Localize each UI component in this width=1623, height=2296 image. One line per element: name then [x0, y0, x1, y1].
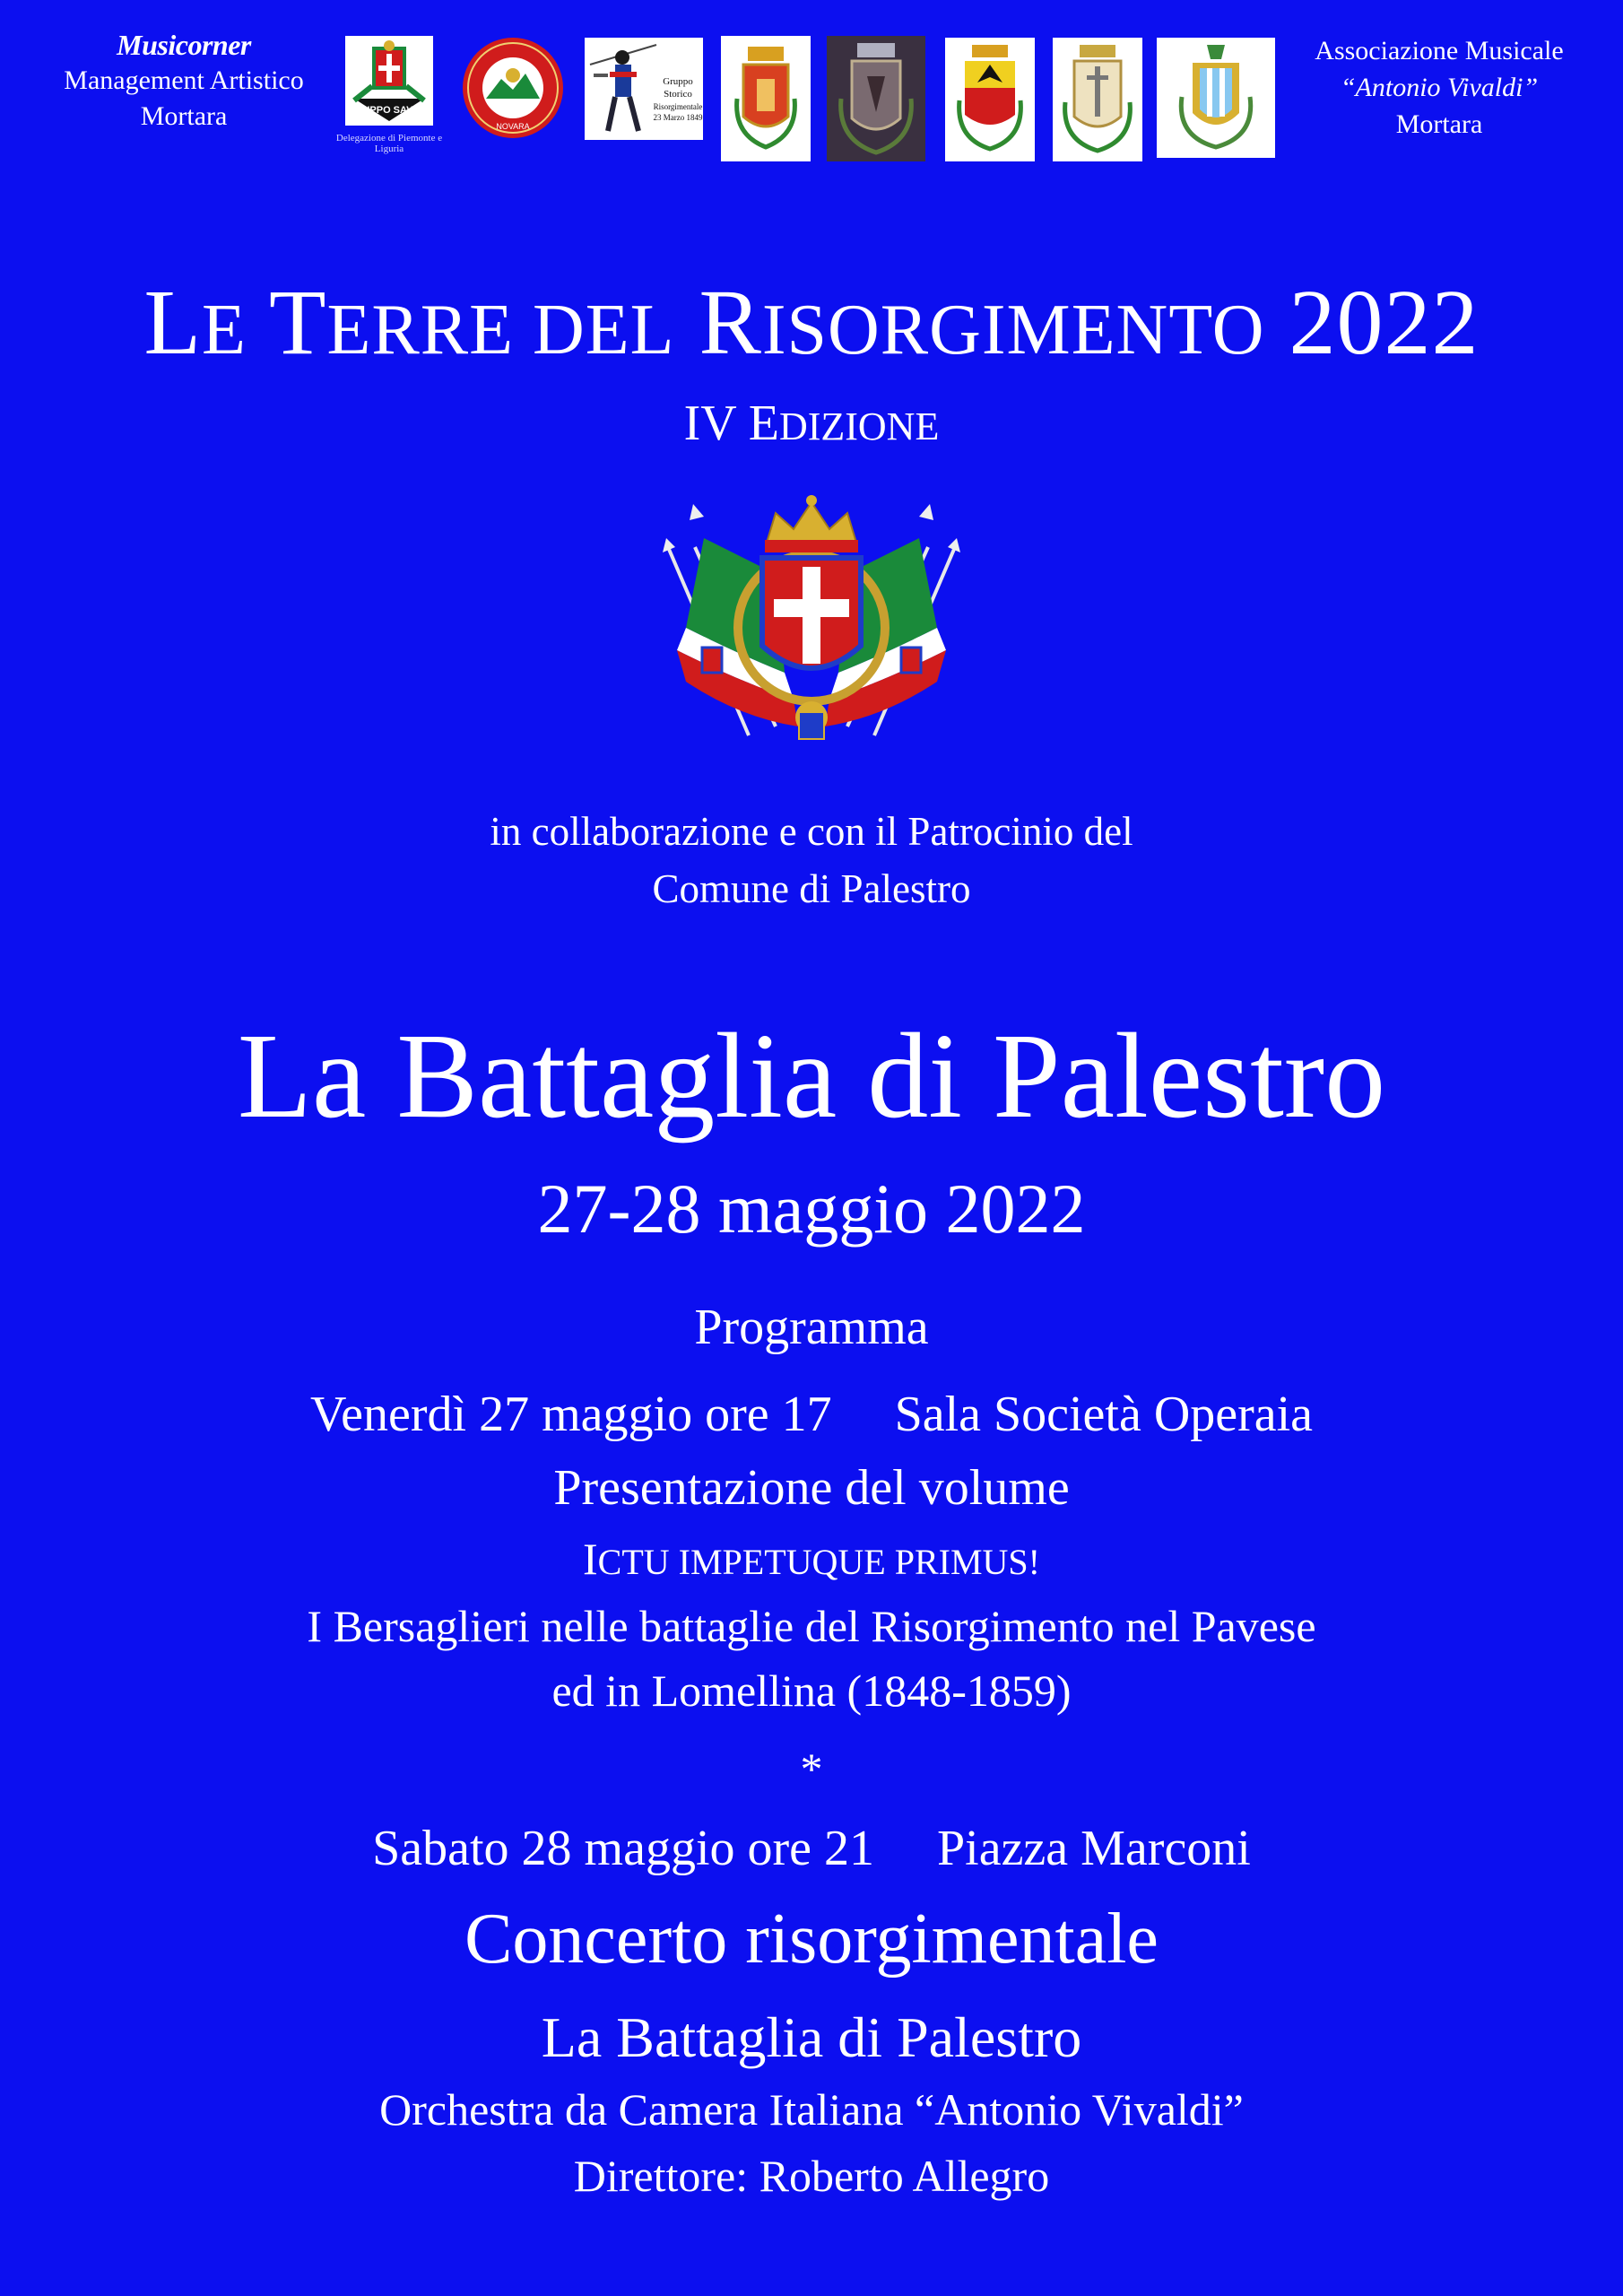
gruppo-storico-line1: Gruppo — [663, 76, 693, 87]
associazione-vivaldi-credit — [1282, 32, 1596, 143]
day1-schedule — [0, 1383, 1623, 1446]
edition-numeral: IV — [683, 396, 736, 451]
gruppo-savoia-icon — [345, 36, 433, 126]
edition-rest: DIZIONE — [778, 404, 940, 448]
gruppo-savoia-caption: Delegazione di Piemonte e Liguria — [335, 133, 443, 154]
savoy-emblem — [641, 493, 982, 762]
musicorner-brand: Musicorner — [117, 29, 251, 61]
director-name: Direttore: Roberto Allegro — [573, 2151, 1050, 2201]
comune-crest-4-logo — [1053, 38, 1142, 161]
crest-sword-icon — [1053, 38, 1142, 161]
title-rest-1: E — [202, 291, 247, 370]
collaboration-line2: Comune di Palestro — [652, 866, 971, 911]
day1-subtitle-line2: ed in Lomellina (1848-1859) — [551, 1665, 1072, 1716]
associazione-line1: Associazione Musicale — [1315, 36, 1564, 65]
round-seal-ring-text: NOVARA — [496, 122, 530, 131]
gruppo-storico-line2: Storico — [664, 89, 692, 100]
associazione-amici-parco-battaglia-logo — [461, 36, 565, 140]
gruppo-storico-line3: Risorgimentale — [653, 102, 703, 111]
edition-label — [0, 395, 1623, 456]
crest-tower-icon — [721, 36, 811, 161]
title-rest-3: ISORGIMENTO — [761, 291, 1265, 370]
book-title-rest: CTU IMPETUQUE PRIMUS! — [597, 1542, 1040, 1582]
title-rest-2: ERRE DEL — [326, 291, 675, 370]
title-year: 2022 — [1289, 271, 1480, 374]
round-seal-icon — [461, 36, 565, 140]
day2-schedule — [0, 1817, 1623, 1880]
orchestra-name: Orchestra da Camera Italiana “Antonio Vivaldi” — [379, 2084, 1244, 2135]
day1-subtitle-line1: I Bersaglieri nelle battaglie del Risorgimento nel Pavese — [307, 1601, 1316, 1651]
day2-when: Sabato 28 maggio ore 21 — [372, 1821, 875, 1876]
gruppo-savoia-logo — [345, 36, 433, 126]
program-heading: Programma — [694, 1300, 929, 1355]
crest-dark-icon — [827, 36, 925, 161]
day1-presentation: Presentazione del volume — [553, 1460, 1070, 1516]
title-cap-l: L — [143, 271, 202, 374]
concert-piece: La Battaglia di Palestro — [541, 2005, 1082, 2069]
musicorner-line1: Management Artistico — [64, 65, 304, 95]
musicorner-credit — [18, 27, 350, 135]
comune-crest-5-logo — [1157, 38, 1275, 158]
edition-cap: E — [748, 396, 779, 451]
festival-title — [0, 269, 1623, 384]
book-title-cap: I — [582, 1534, 598, 1584]
day1-where: Sala Società Operaia — [894, 1387, 1314, 1442]
gruppo-savoia-badge-text: GRUPPO SAVOIA — [347, 105, 431, 116]
day1-book-title — [0, 1530, 1623, 1591]
comune-crest-3-logo — [945, 38, 1035, 161]
title-cap-t: T — [269, 271, 327, 374]
comune-crest-2-logo — [827, 36, 925, 161]
gruppo-storico-risorgimentale-logo — [585, 38, 703, 140]
day1-when: Venerdì 27 maggio ore 17 — [309, 1387, 832, 1442]
collaboration-note — [0, 803, 1623, 918]
gruppo-storico-line4: 23 Marzo 1849 — [653, 113, 703, 122]
associazione-line3: Mortara — [1395, 109, 1483, 139]
concert-title: Concerto risorgimentale — [464, 1900, 1159, 1979]
collaboration-line1: in collaborazione e con il Patrocinio del — [490, 809, 1133, 854]
day2-where: Piazza Marconi — [937, 1821, 1251, 1876]
savoy-coat-of-arms-icon — [641, 493, 982, 762]
title-cap-r: R — [699, 271, 762, 374]
event-dates: 27-28 maggio 2022 — [537, 1170, 1086, 1248]
soldier-icon — [585, 38, 703, 140]
crest-eagle-icon — [945, 38, 1035, 161]
associazione-line2: “Antonio Vivaldi” — [1340, 73, 1539, 102]
event-title: La Battaglia di Palestro — [237, 1009, 1386, 1144]
crest-striped-icon — [1157, 38, 1275, 158]
program-separator: * — [800, 1744, 823, 1794]
musicorner-line2: Mortara — [140, 101, 228, 131]
comune-crest-1-logo — [721, 36, 811, 161]
